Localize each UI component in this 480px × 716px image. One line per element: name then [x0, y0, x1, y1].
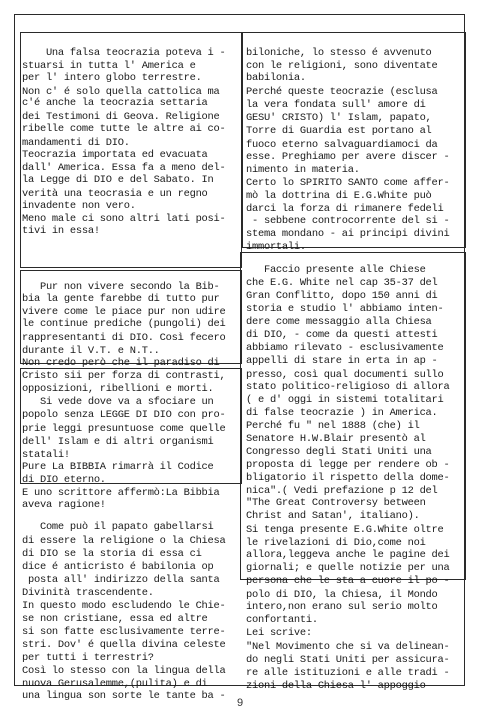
- left-column-text-line: Non credo però che il paradiso di: [22, 357, 220, 369]
- right-column-text-line: presso, così qual documenti sullo: [246, 369, 444, 381]
- right-column-text-line: Gran Conflitto, dopo 150 anni di: [246, 290, 438, 302]
- right-column-text-line: storia e studio l' abbiamo inten-: [246, 303, 444, 315]
- left-column-text-line: Una falsa teocrazia poteva i -: [22, 47, 226, 59]
- right-column-text-line: zioni della Chiesa l' appoggio: [246, 680, 426, 692]
- left-column-text-line: bia la gente farebbe di tutto pur: [22, 293, 220, 305]
- right-column-text-line: dere come messaggio alla Chiesa: [246, 316, 432, 328]
- right-column-text-line: biloniche, lo stesso é avvenuto: [246, 47, 432, 59]
- right-column-text-line: do negli Stati Uniti per assicura-: [246, 654, 450, 666]
- left-column-text-line: Cristo sii per forza di contrasti,: [22, 370, 226, 382]
- left-column-text-line: dei Testimoni di Geova. Religione: [22, 111, 220, 123]
- right-column-text-line: ( e d' oggi in sistemi totalitari: [246, 394, 444, 406]
- right-column-text-line: intero,non erano sul serio molto: [246, 601, 438, 613]
- left-column-text-line: le continue prediche (pungoli) dei: [22, 318, 226, 330]
- left-column-text-line: aveva ragione!: [22, 499, 106, 511]
- right-column-text-line: Certo lo SPIRITO SANTO come affer-: [246, 177, 450, 189]
- left-column-text-line: stri. Dov' é quella divina celeste: [22, 639, 226, 651]
- left-column-text-line: vivere come le piace pur non udire: [22, 306, 226, 318]
- left-column-text-line: Pure La BIBBIA rimarrà il Codice: [22, 461, 214, 473]
- left-column-text-line: Così lo stesso con la lingua della: [22, 665, 226, 677]
- right-column-text-line: esse. Preghiamo per avere discer -: [246, 151, 450, 163]
- left-column-text-line: prie leggi presuntuose come quelle: [22, 423, 226, 435]
- right-column-text-line: Senatore H.W.Blair presentò al: [246, 433, 426, 445]
- right-column-text-line: Torre di Guardia est portano al: [246, 125, 432, 137]
- right-column-text-line: nimento in materia.: [246, 164, 360, 176]
- right-column-text-line: le rivelazioni di Dio,come noi: [246, 537, 426, 549]
- right-column-text-line: mò la dottrina di E.G.White può: [246, 190, 432, 202]
- right-column-text-line: Christ and Satan', italiano).: [246, 510, 420, 522]
- left-column-text-line: Come può il papato gabellarsi: [22, 521, 214, 533]
- left-column-text-line: Teocrazia importata ed evacuata: [22, 149, 208, 161]
- right-column-text-line: nica".( Vedi prefazione p 12 del: [246, 485, 438, 497]
- right-column-text-line: immortali.: [246, 241, 306, 253]
- left-column-text-line: statali!: [22, 449, 70, 461]
- right-column-text-line: Congresso degli Stati Uniti una: [246, 446, 432, 458]
- left-column-text-line: verità una teocrasia e un regno: [22, 188, 208, 200]
- left-column-text-line: per l' intero globo terrestre.: [22, 72, 202, 84]
- right-column-text-line: Lei scrive:: [246, 627, 312, 639]
- right-column-text-line: fuoco eterno salvaguardiamoci da: [246, 139, 438, 151]
- left-column-text-line: opposizioni, ribellioni e morti.: [22, 383, 214, 395]
- right-column-text-line: stato politico-religioso di allora: [246, 381, 450, 393]
- right-column-text-line: la vera fondata sull' amore di: [246, 99, 426, 111]
- left-column-text-line: dice é anticristo é babilonia op: [22, 561, 214, 573]
- right-column-text-line: allora,leggeva anche le pagine dei: [246, 549, 450, 561]
- right-column-text-line: re alle istituzioni e alle tradi -: [246, 667, 450, 679]
- left-column-text-line: se non cristiane, essa ed altre: [22, 613, 208, 625]
- left-column-text-line: dell' Islam e di altri organismi: [22, 436, 214, 448]
- left-column-text-line: una lingua son sorte le tante ba -: [22, 690, 226, 702]
- right-column-text-line: abbiamo rilevato - esclusivamente: [246, 342, 444, 354]
- left-column-text-line: la Legge di DIO e del Sabato. In: [22, 174, 214, 186]
- right-column-text-line: Perché fu " nel 1888 (che) il: [246, 420, 420, 432]
- right-column-text-line: giornali; e quelle notizie per una: [246, 562, 450, 574]
- page-number: 9: [236, 697, 244, 709]
- left-column-text-line: di DIO eterno.: [22, 474, 106, 486]
- right-column-text-line: GESU' CRISTO) l' Islam, papato,: [246, 112, 432, 124]
- left-column-text-line: tivi in essa!: [22, 225, 100, 237]
- left-column-text-line: nuova Gerusalemme,(pulita) e di: [22, 678, 208, 690]
- right-column-text-line: bligatorio il rispetto della dome-: [246, 472, 450, 484]
- left-column-text-line: per tutti i terrestri?: [22, 652, 154, 664]
- right-column-text-line: di DIO, - come da questi attesti: [246, 329, 438, 341]
- left-column-text-line: posta all' indirizzo della santa: [22, 574, 220, 586]
- left-column-text-line: di essere la religione o la Chiesa: [22, 535, 226, 547]
- left-column-text-line: dall' America. Essa fa a meno del-: [22, 162, 226, 174]
- right-column-text-line: Perché queste teocrazie (esclusa: [246, 86, 438, 98]
- right-column-text-line: con le religioni, sono diventate: [246, 60, 438, 72]
- right-column-text-line: confortanti.: [246, 614, 318, 626]
- right-column-text-line: Si tenga presente E.G.White oltre: [246, 524, 444, 536]
- left-column-text-line: si son fatte esclusivamente terre-: [22, 626, 226, 638]
- left-column-text-line: Divinità trascendente.: [22, 587, 154, 599]
- right-column-text-line: che E.G. White nel cap 35-37 del: [246, 277, 438, 289]
- right-column-text-line: di false teocrazie ) in America.: [246, 407, 438, 419]
- left-column-text-line: popolo senza LEGGE DI DIO con pro-: [22, 409, 226, 421]
- left-column-text-line: ribelle come tutte le altre ai co-: [22, 123, 226, 135]
- right-column-text-line: polo di DIO, la Chiesa, il Mondo: [246, 589, 438, 601]
- left-column-text-line: Pur non vivere secondo la Bib-: [22, 281, 220, 293]
- right-column-text-line: "Nel Movimento che si va delinean-: [246, 641, 450, 653]
- left-column-text-line: In questo modo escludendo le Chie-: [22, 600, 226, 612]
- left-column-text-line: rappresentanti di DIO. Così fecero: [22, 332, 226, 344]
- left-column-text-line: invadente non vero.: [22, 200, 136, 212]
- right-column-text-line: darci la forza di rimanere fedeli: [246, 203, 444, 215]
- left-column-text-line: durante il V.T. e N.T..: [22, 345, 160, 357]
- left-column-text-line: c'é anche la teocrazia settaria: [22, 97, 208, 109]
- right-column-text-line: Faccio presente alle Chiese: [246, 264, 426, 276]
- left-column-text-line: Meno male ci sono altri lati posi-: [22, 213, 226, 225]
- right-column-text-line: stema mondano - ai principi divini: [246, 228, 450, 240]
- left-column-text-line: mandamenti di DIO.: [22, 137, 130, 149]
- right-column-text-line: "The Great Controversy between: [246, 497, 426, 509]
- right-column-text-line: proposta di legge per rendere ob -: [246, 459, 450, 471]
- right-column-text-line: appelli di stare in erta in ap -: [246, 355, 438, 367]
- left-column-text-line: E uno scrittore affermò:La Bibbia: [22, 487, 220, 499]
- right-column-text-line: babilonia.: [246, 72, 306, 84]
- right-column-text-line: persona che le sta a cuore il po -: [246, 575, 450, 587]
- left-column-text-line: stuarsi in tutta l' America e: [22, 60, 196, 72]
- left-column-text-line: Non c' é solo quella cattolica ma: [22, 86, 220, 98]
- left-column-text-line: Si vede dove va a sfociare un: [22, 396, 214, 408]
- right-column-text-line: - sebbene controcorrente del si -: [246, 215, 450, 227]
- left-column-text-line: di DIO se la storia di essa ci: [22, 548, 202, 560]
